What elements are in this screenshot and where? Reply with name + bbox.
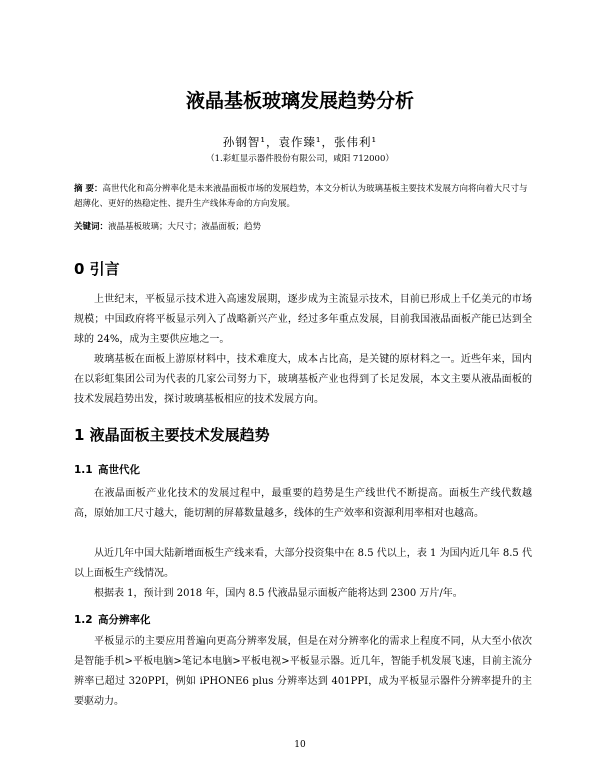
subsection-heading-1-1 xyxy=(74,462,140,477)
subsection-number: 1.1 xyxy=(74,464,93,476)
author-list: 孙钢智¹，袁作臻¹，张伟利¹ xyxy=(222,135,378,149)
section-heading-trends: 1 液晶面板主要技术发展趋势 xyxy=(74,426,270,444)
subsection-number: 1.2 xyxy=(74,614,93,626)
subsection-title: 高世代化 xyxy=(98,464,140,476)
resolution-paragraph-1: 平板显示的主要应用普遍向更高分辨率发展，但是在对分辨率化的需求上程度不同，从大至小依次是智能手机>平板电脑>笔记本电脑>平板电视>平板显示器。近几年，智能手机发展飞速，目前主流分辨率已超过 320PPI，例如 iPHONE6 plus 分辨率达到 401PPI，成为平板显示器件分辨率提升的主要驱动力。 xyxy=(74,636,532,707)
trends-paragraph-1: 在液晶面板产业化技术的发展过程中，最重要的趋势是生产线世代不断提高。面板生产线代数越高，原始加工尺寸越大，能切割的屏幕数量越多，线体的生产效率和资源利用率相对也越高。 xyxy=(74,488,532,519)
keywords-label: 关键词： xyxy=(74,222,109,232)
section-heading-intro: 0 引言 xyxy=(74,260,120,278)
intro-paragraph-2: 玻璃基板在面板上游原材料中，技术难度大，成本占比高，是关键的原材料之一。近些年来，国内在以彩虹集团公司为代表的几家公司努力下，玻璃基板产业也得到了长足发展，本文主要从液晶面板的技术发展趋势出发，探讨玻璃基板相应的技术发展方向。 xyxy=(74,354,532,405)
abstract xyxy=(74,182,534,212)
trends-paragraph-3: 根据表 1，预计到 2018 年，国内 8.5 代液晶显示面板产能将达到 2300 万片/年。 xyxy=(94,588,463,599)
paper-title: 液晶基板玻璃发展趋势分析 xyxy=(185,90,414,112)
page-number: 10 xyxy=(294,740,306,750)
keywords-text: 液晶基板玻璃；大尺寸；液晶面板；趋势 xyxy=(108,222,262,232)
affiliation: （1.彩虹显示器件股份有限公司，咸阳 712000） xyxy=(206,154,394,164)
abstract-label: 摘 要： xyxy=(74,184,103,194)
subsection-title: 高分辨率化 xyxy=(98,614,151,626)
intro-paragraph-1: 上世纪末，平板显示技术进入高速发展期，逐步成为主流显示技术，目前已形成上千亿美元的市场规模；中国政府将平板显示列入了战略新兴产业，经过多年重点发展，目前我国液晶面板产能已达到全球的 24%，成为主要供应地之一。 xyxy=(74,294,532,345)
subsection-heading-1-2 xyxy=(74,612,151,627)
keywords xyxy=(74,220,534,235)
abstract-text: 高世代化和高分辨率化是未来液晶面板市场的发展趋势，本文分析认为玻璃基板主要技术发展方向将向着大尺寸与超薄化、更好的热稳定性、提升生产线体寿命的方向发展。 xyxy=(74,184,528,209)
trends-paragraph-2: 从近几年中国大陆新增面板生产线来看，大部分投资集中在 8.5 代以上，表 1 为国内近几年 8.5 代以上面板生产线情况。 xyxy=(74,548,532,579)
